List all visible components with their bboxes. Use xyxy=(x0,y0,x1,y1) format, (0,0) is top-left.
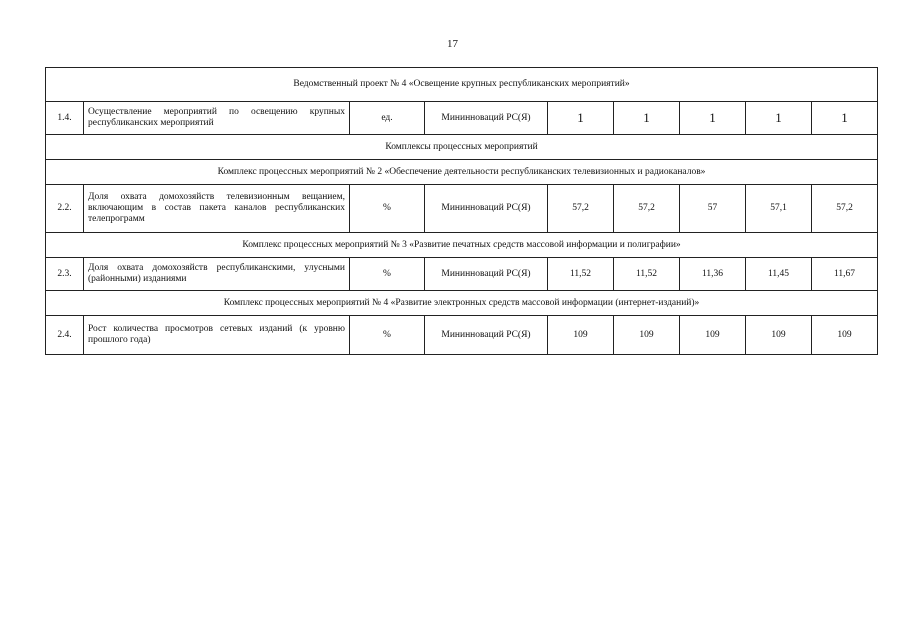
responsible-cell: Мининноваций РС(Я) xyxy=(425,185,548,233)
value-cell: 1 xyxy=(746,102,812,135)
table-row xyxy=(46,316,878,355)
value-cell: 1 xyxy=(680,102,746,135)
unit-cell: % xyxy=(350,185,425,233)
unit-cell: % xyxy=(350,258,425,291)
value-cell: 57,2 xyxy=(812,185,878,233)
value-cell: 1 xyxy=(614,102,680,135)
value-cell: 57,2 xyxy=(548,185,614,233)
section-header-complex-3: Комплекс процессных мероприятий № 3 «Развитие печатных средств массовой информации и полиграфии» xyxy=(46,233,878,258)
indicator-name: Рост количества просмотров сетевых изданий (к уровню прошлого года) xyxy=(84,316,350,355)
value-cell: 1 xyxy=(548,102,614,135)
indicator-name: Доля охвата домохозяйств телевизионным вещанием, включающим в состав пакета каналов республиканских телепрограмм xyxy=(84,185,350,233)
row-number: 1.4. xyxy=(46,102,84,135)
table-row xyxy=(46,258,878,291)
value-cell: 109 xyxy=(614,316,680,355)
page-number: 17 xyxy=(447,38,458,50)
value-cell: 11,52 xyxy=(614,258,680,291)
section-header-complex-2: Комплекс процессных мероприятий № 2 «Обеспечение деятельности республиканских телевизионных и радиоканалов» xyxy=(46,160,878,185)
value-cell: 57 xyxy=(680,185,746,233)
section-header-complex-4: Комплекс процессных мероприятий № 4 «Развитие электронных средств массовой информации (интернет-изданий)» xyxy=(46,291,878,316)
unit-cell: % xyxy=(350,316,425,355)
indicator-name: Доля охвата домохозяйств республиканскими, улусными (районными) изданиями xyxy=(84,258,350,291)
row-number: 2.4. xyxy=(46,316,84,355)
unit-cell: ед. xyxy=(350,102,425,135)
value-cell: 1 xyxy=(812,102,878,135)
responsible-cell: Мининноваций РС(Я) xyxy=(425,316,548,355)
section-header-project-4: Ведомственный проект № 4 «Освещение крупных республиканских мероприятий» xyxy=(46,68,878,102)
value-cell: 57,1 xyxy=(746,185,812,233)
value-cell: 57,2 xyxy=(614,185,680,233)
indicators-table xyxy=(45,67,878,355)
value-cell: 109 xyxy=(680,316,746,355)
section-header-complexes: Комплексы процессных мероприятий xyxy=(46,135,878,160)
value-cell: 109 xyxy=(812,316,878,355)
table-row xyxy=(46,102,878,135)
row-number: 2.2. xyxy=(46,185,84,233)
row-number: 2.3. xyxy=(46,258,84,291)
value-cell: 11,52 xyxy=(548,258,614,291)
value-cell: 109 xyxy=(548,316,614,355)
value-cell: 11,36 xyxy=(680,258,746,291)
responsible-cell: Мининноваций РС(Я) xyxy=(425,258,548,291)
responsible-cell: Мининноваций РС(Я) xyxy=(425,102,548,135)
value-cell: 11,67 xyxy=(812,258,878,291)
indicator-name: Осуществление мероприятий по освещению крупных республиканских мероприятий xyxy=(84,102,350,135)
value-cell: 11,45 xyxy=(746,258,812,291)
table-row xyxy=(46,185,878,233)
value-cell: 109 xyxy=(746,316,812,355)
